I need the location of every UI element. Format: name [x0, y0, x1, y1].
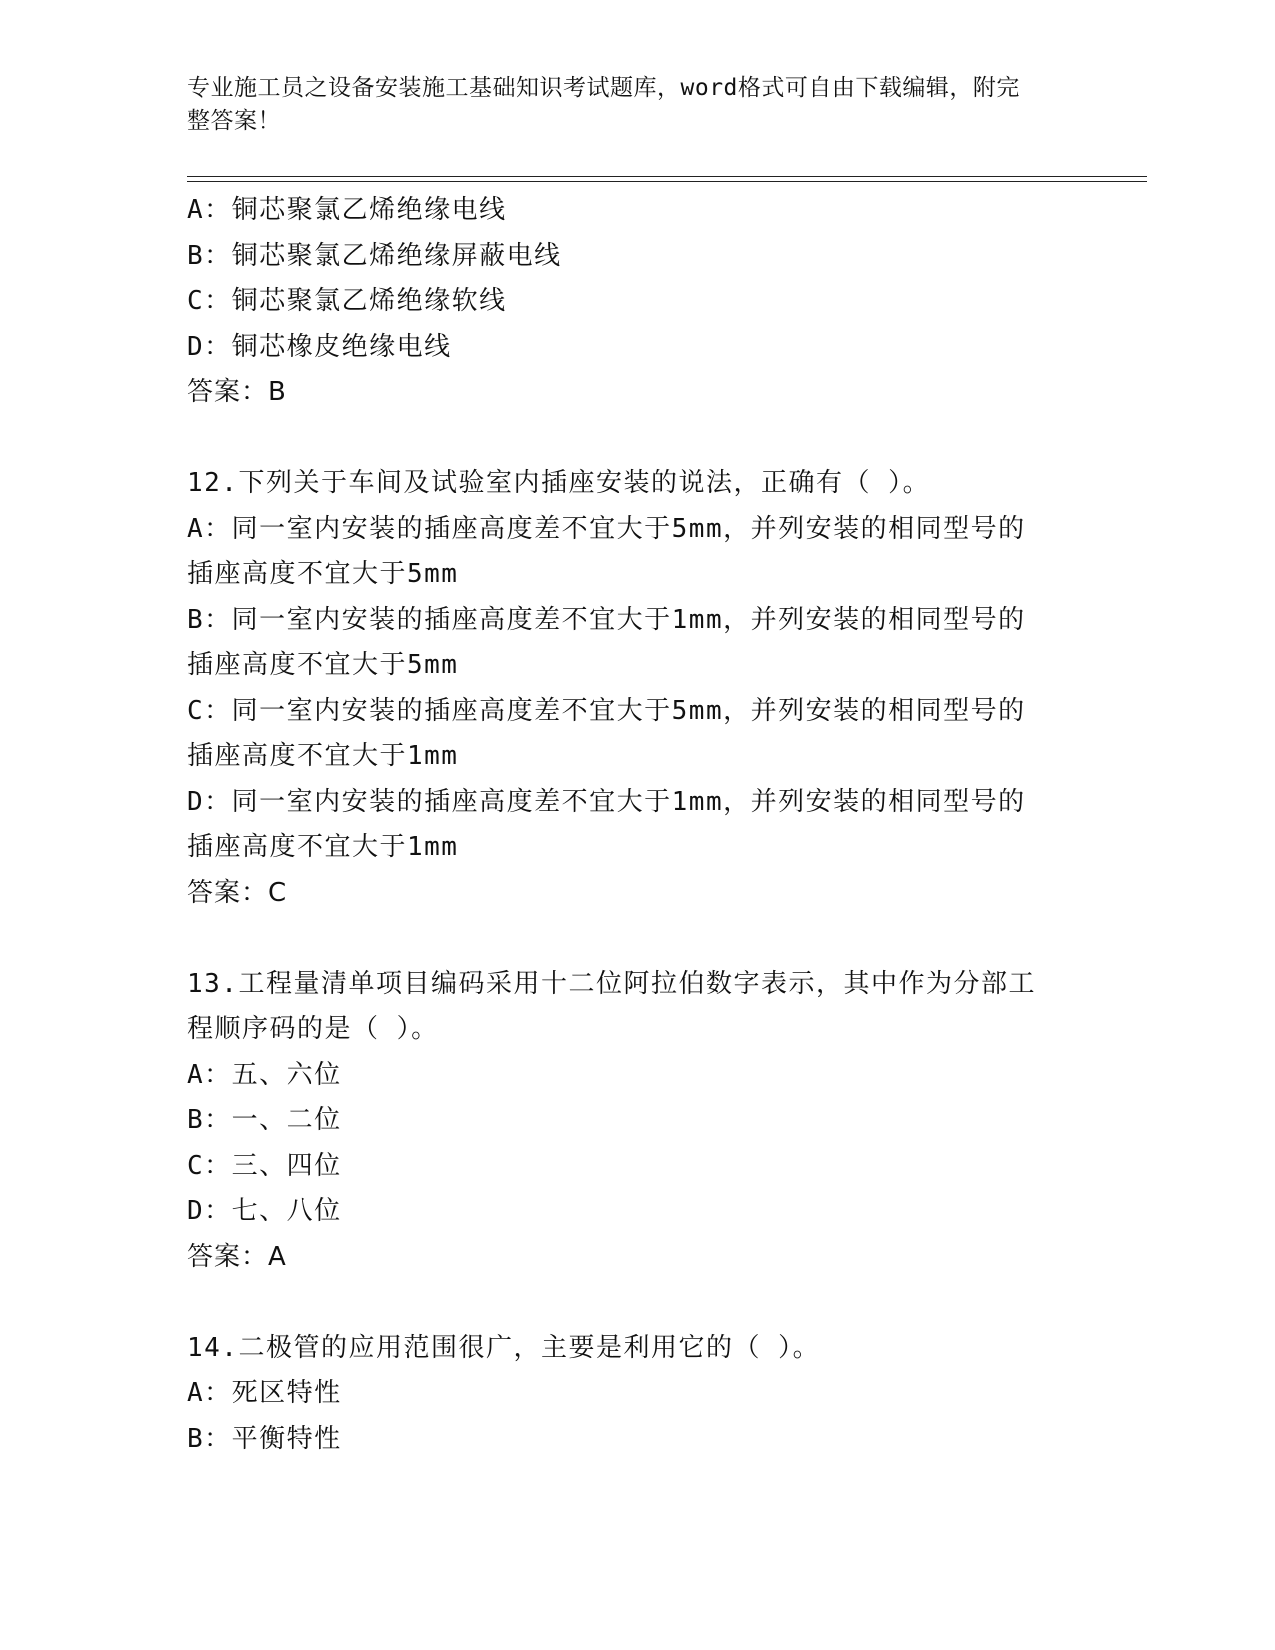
- answer-line: 答案：B: [187, 377, 287, 407]
- answer-line: 答案：C: [187, 877, 288, 908]
- question-12: [187, 461, 1087, 916]
- option-d-continued: 插座高度不宜大于1mm: [187, 832, 459, 862]
- header-divider-top: [187, 176, 1147, 177]
- question-list: [187, 188, 1087, 1462]
- option-a: A：铜芯聚氯乙烯绝缘电线: [187, 195, 507, 225]
- option-d: D：七、八位: [187, 1196, 342, 1226]
- option-a: A：死区特性: [187, 1378, 342, 1408]
- question-stem: 12.下列关于车间及试验室内插座安装的说法，正确有（ ）。: [187, 468, 931, 498]
- option-c: C：三、四位: [187, 1150, 342, 1181]
- option-c: C：同一室内安装的插座高度差不宜大于5mm，并列安装的相同型号的: [187, 695, 1026, 726]
- option-c: C：铜芯聚氯乙烯绝缘软线: [187, 286, 507, 316]
- option-c-continued: 插座高度不宜大于1mm: [187, 741, 459, 771]
- option-a: A：同一室内安装的插座高度差不宜大于5mm，并列安装的相同型号的: [187, 513, 1026, 544]
- question-13: [187, 962, 1087, 1281]
- header-divider-bottom: [187, 181, 1147, 182]
- spacer: [187, 1280, 1087, 1326]
- option-d: D：同一室内安装的插座高度差不宜大于1mm，并列安装的相同型号的: [187, 786, 1026, 817]
- header-line-1: 专业施工员之设备安装施工基础知识考试题库，word格式可自由下载编辑，附完: [187, 75, 1020, 101]
- answer-line: 答案：A: [187, 1241, 287, 1272]
- spacer: [187, 916, 1087, 962]
- question-stem-continued: 程顺序码的是（ ）。: [187, 1014, 439, 1044]
- document-header: [187, 72, 1067, 138]
- option-a-continued: 插座高度不宜大于5mm: [187, 559, 459, 589]
- question-14: [187, 1326, 1087, 1463]
- option-b: B：平衡特性: [187, 1423, 342, 1454]
- question-stem: 14.二极管的应用范围很广，主要是利用它的（ ）。: [187, 1332, 821, 1363]
- option-a: A：五、六位: [187, 1059, 342, 1090]
- question-11: [187, 188, 1087, 416]
- option-b-continued: 插座高度不宜大于5mm: [187, 650, 459, 680]
- option-b: B：同一室内安装的插座高度差不宜大于1mm，并列安装的相同型号的: [187, 604, 1026, 635]
- header-line-2: 整答案！: [187, 108, 281, 134]
- option-b: B：铜芯聚氯乙烯绝缘屏蔽电线: [187, 240, 562, 271]
- spacer: [187, 416, 1087, 462]
- question-stem: 13.工程量清单项目编码采用十二位阿拉伯数字表示，其中作为分部工: [187, 968, 1036, 999]
- option-b: B：一、二位: [187, 1105, 342, 1135]
- option-d: D：铜芯橡皮绝缘电线: [187, 331, 452, 362]
